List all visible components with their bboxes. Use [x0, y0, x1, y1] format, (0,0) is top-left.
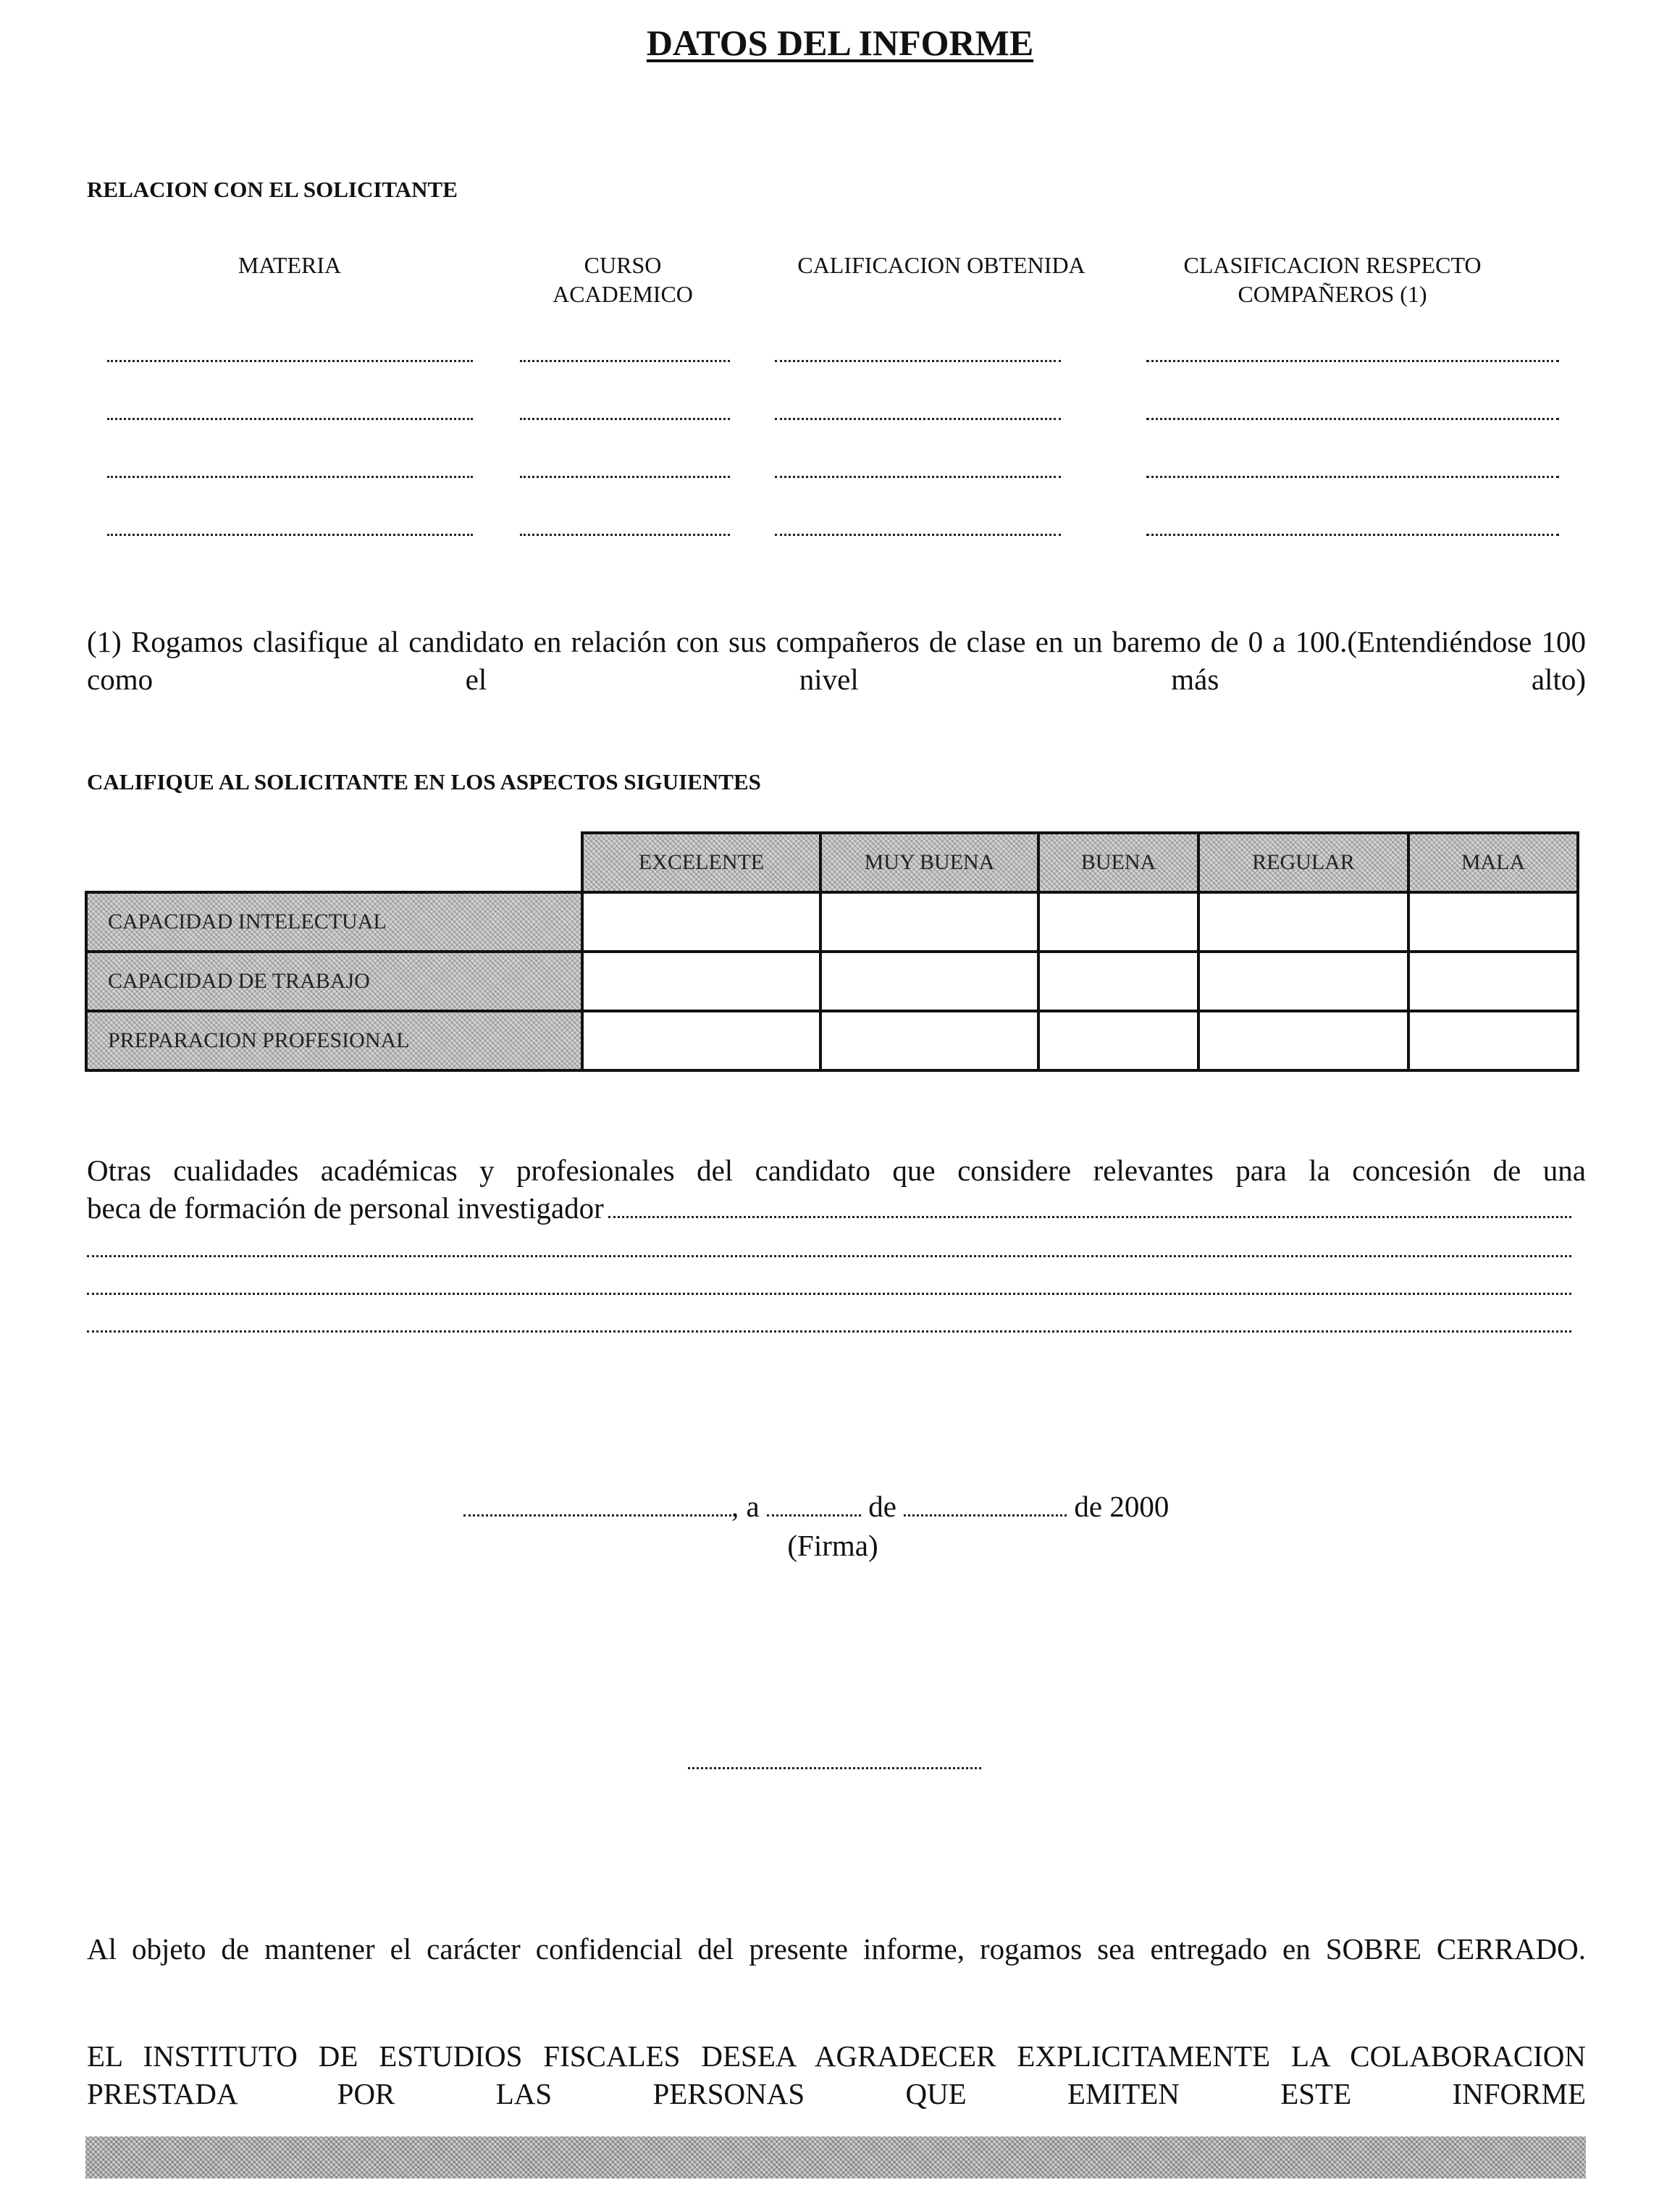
relacion-answer-field[interactable]: [107, 418, 473, 420]
signature-line[interactable]: [688, 1767, 981, 1769]
footnote-body: (1) Rogamos clasifique al candidato en relación con sus compañeros de clase en un baremo de 0 a 100.(Entendiéndose 100 como el nivel más alto): [87, 625, 1586, 696]
footer-bar: [85, 2136, 1586, 2178]
grade-header-excelente: EXCELENTE: [582, 833, 820, 892]
date-year: de 2000: [1074, 1490, 1169, 1523]
otras-answer-line[interactable]: [87, 1330, 1571, 1333]
rating-cell[interactable]: [1038, 952, 1198, 1011]
rating-cell[interactable]: [1198, 952, 1408, 1011]
relacion-answer-field[interactable]: [1146, 534, 1559, 536]
rating-cell[interactable]: [1038, 892, 1198, 952]
relacion-answer-field[interactable]: [775, 360, 1061, 362]
otras-line-1: Otras cualidades académicas y profesionales del candidato que considere relevantes para la concesión de una: [87, 1154, 1586, 1187]
date-sep-a: , a: [731, 1490, 760, 1523]
rating-cell[interactable]: [820, 892, 1038, 952]
otras-answer-line[interactable]: [87, 1293, 1571, 1295]
rating-cell[interactable]: [1198, 1011, 1408, 1070]
thanks-note: [87, 2037, 1586, 2113]
relacion-answer-field[interactable]: [520, 360, 730, 362]
aspect-label-trabajo: CAPACIDAD DE TRABAJO: [86, 952, 582, 1011]
relacion-answer-field[interactable]: [107, 476, 473, 478]
rating-cell[interactable]: [582, 1011, 820, 1070]
relacion-answer-field[interactable]: [775, 534, 1061, 536]
thanks-note-text: EL INSTITUTO DE ESTUDIOS FISCALES DESEA AGRADECER EXPLICITAMENTE LA COLABORACION PRESTADA POR LAS PERSONAS QUE EMITEN ESTE INFORME: [87, 2039, 1586, 2110]
rating-header-row: [86, 833, 1578, 892]
table-corner: [86, 833, 582, 892]
date-sep-de: de: [868, 1490, 896, 1523]
grade-header-muy-buena: MUY BUENA: [820, 833, 1038, 892]
column-header-calificacion: CALIFICACION OBTENIDA: [797, 252, 1085, 278]
rating-row-intelectual: [86, 892, 1578, 952]
rating-cell[interactable]: [820, 952, 1038, 1011]
aspect-label-preparacion: PREPARACION PROFESIONAL: [86, 1011, 582, 1070]
date-place-field[interactable]: [463, 1514, 731, 1517]
relacion-answer-field[interactable]: [1146, 476, 1559, 478]
relacion-answer-field[interactable]: [1146, 360, 1559, 362]
grade-header-buena: BUENA: [1038, 833, 1198, 892]
relacion-answer-field[interactable]: [520, 476, 730, 478]
rating-cell[interactable]: [1408, 1011, 1578, 1070]
date-month-field[interactable]: [904, 1514, 1067, 1517]
rating-row-trabajo: [86, 952, 1578, 1011]
confidential-note-text: Al objeto de mantener el carácter confidencial del presente informe, rogamos sea entregado en SOBRE CERRADO.: [87, 1932, 1586, 1966]
otras-fill-line[interactable]: [608, 1216, 1571, 1218]
footnote-text: [87, 623, 1586, 698]
rating-cell[interactable]: [582, 952, 820, 1011]
grade-header-mala: MALA: [1408, 833, 1578, 892]
rating-cell[interactable]: [1408, 952, 1578, 1011]
grade-header-regular: REGULAR: [1198, 833, 1408, 892]
rating-cell[interactable]: [1408, 892, 1578, 952]
relacion-answer-field[interactable]: [775, 476, 1061, 478]
aspect-label-intelectual: CAPACIDAD INTELECTUAL: [86, 892, 582, 952]
date-line: [463, 1488, 1169, 1525]
relacion-answer-field[interactable]: [775, 418, 1061, 420]
rating-cell[interactable]: [582, 892, 820, 952]
rating-cell[interactable]: [1038, 1011, 1198, 1070]
page-title: DATOS DEL INFORME: [646, 22, 1034, 63]
firma-label: (Firma): [787, 1529, 878, 1562]
otras-line-2-text: beca de formación de personal investigador: [87, 1191, 604, 1225]
rating-cell[interactable]: [820, 1011, 1038, 1070]
rating-table: [85, 831, 1579, 1072]
relacion-answer-field[interactable]: [107, 534, 473, 536]
relacion-answer-field[interactable]: [520, 534, 730, 536]
relacion-heading: RELACION CON EL SOLICITANTE: [87, 177, 458, 202]
otras-answer-line[interactable]: [87, 1255, 1571, 1257]
rating-row-preparacion: [86, 1011, 1578, 1070]
confidential-note: [87, 1930, 1586, 1968]
calificacion-heading: CALIFIQUE AL SOLICITANTE EN LOS ASPECTOS SIGUIENTES: [87, 769, 761, 794]
date-day-field[interactable]: [767, 1514, 861, 1517]
rating-cell[interactable]: [1198, 892, 1408, 952]
column-header-curso: CURSO ACADEMICO: [553, 252, 693, 307]
relacion-answer-field[interactable]: [107, 360, 473, 362]
relacion-answer-field[interactable]: [1146, 418, 1559, 420]
column-header-materia: MATERIA: [238, 252, 342, 278]
relacion-answer-field[interactable]: [520, 418, 730, 420]
otras-line-2: [87, 1189, 1571, 1227]
column-header-clasificacion: CLASIFICACION RESPECTO COMPAÑEROS (1): [1183, 252, 1482, 307]
